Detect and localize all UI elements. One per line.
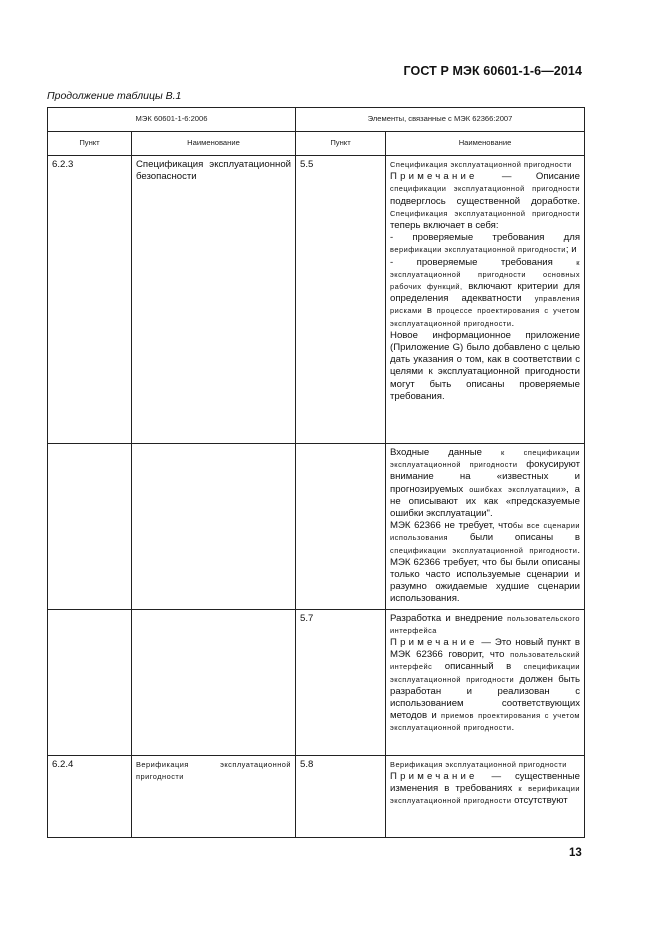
column-header-row	[48, 132, 585, 156]
clause-cell-2: 5.7	[296, 609, 386, 755]
name-text: Верификация эксплуатационной пригодности	[136, 759, 292, 781]
desc-text: », а не описывают их как «предсказуемые ошибки эксплуатации".	[390, 483, 581, 520]
desc-term: спецификации эксплуатационной пригодности	[390, 184, 581, 194]
group-header-right: Элементы, связанные с МЭК 62366:2007	[296, 108, 585, 132]
desc-text: подверглось существенной доработке.	[390, 195, 581, 207]
description-cell	[386, 755, 585, 837]
desc-term: управления рисками	[390, 294, 581, 316]
desc-term: бы все сценарии использования	[390, 521, 581, 543]
desc-term: приемов проектирования с учетом эксплуатационной пригодности	[390, 711, 581, 733]
name-cell	[132, 609, 296, 755]
col-header-name: Наименование	[132, 132, 296, 156]
desc-text: .	[511, 722, 515, 734]
note-label: Примечание	[390, 770, 478, 782]
clause-cell	[48, 609, 132, 755]
desc-text: — Описание	[477, 171, 581, 183]
clause-cell-2	[296, 444, 386, 610]
note-label: Примечание	[390, 171, 478, 183]
desc-text: должен быть разработан и реализован с использованием соответствующих методов и	[390, 673, 581, 722]
list-item: - проверяемые требования	[390, 256, 577, 268]
table-caption: Продолжение таблицы В.1	[47, 90, 182, 102]
desc-text: — существенные изменения в требованиях	[390, 770, 581, 795]
note-label: Примечание	[390, 637, 478, 649]
group-header-row	[48, 108, 585, 132]
comparison-table	[47, 107, 585, 838]
desc-term: спецификации эксплуатационной пригодности	[390, 662, 581, 684]
group-header-left: МЭК 60601-1-6:2006	[48, 108, 296, 132]
description-cell	[386, 156, 585, 444]
desc-text: . МЭК 62366 требует, что бы были описаны только часто используемые сценарии и разумно ожидаемые худшие сценарии использования.	[390, 544, 581, 605]
name-cell	[132, 755, 296, 837]
desc-text: .	[511, 317, 515, 329]
desc-text: МЭК 62366 не требует, что	[390, 520, 513, 532]
description-cell	[386, 444, 585, 610]
desc-text: фокусируют внимание на «известных и прогнозируемых	[390, 459, 581, 495]
name-text: Спецификация эксплуатационной безопасности	[136, 159, 292, 183]
col-header-clause: Пункт	[48, 132, 132, 156]
desc-term: пользовательский интерфейс	[390, 650, 581, 672]
table-row	[48, 444, 585, 610]
desc-text: были описаны в	[448, 532, 581, 544]
desc-title: Верификация эксплуатационной пригодности	[390, 759, 567, 769]
name-cell	[132, 156, 296, 444]
desc-text: Разработка и внедрение	[390, 612, 508, 624]
clause-cell: 6.2.4	[48, 755, 132, 837]
clause-cell	[48, 444, 132, 610]
desc-text: описанный в	[432, 661, 524, 673]
table-row	[48, 755, 585, 837]
desc-text: в	[422, 305, 437, 317]
desc-text: теперь включает в себя:	[390, 220, 499, 232]
desc-text: ; и	[565, 244, 577, 256]
name-cell	[132, 444, 296, 610]
desc-term: к эксплуатационной пригодности основных рабочих функций,	[390, 257, 581, 292]
desc-term: пользовательского интерфейса	[390, 613, 581, 635]
desc-term: спецификации эксплуатационной пригодности	[390, 545, 578, 555]
table-row	[48, 156, 585, 444]
description-cell	[386, 609, 585, 755]
list-item: - проверяемые требования для	[390, 232, 581, 244]
col-header-clause-2: Пункт	[296, 132, 386, 156]
desc-paragraph: Новое информационное приложение (Приложение G) было добавлено с целью дать указания о том, как в соответствии с целями к эксплуатационной пригодности могут быть описаны проверяемые требования.	[390, 329, 581, 402]
clause-cell-2: 5.8	[296, 755, 386, 837]
desc-term: Спецификация эксплуатационной пригодности	[390, 208, 581, 218]
col-header-name-2: Наименование	[386, 132, 585, 156]
desc-term: верификации эксплуатационной пригодности	[390, 245, 566, 255]
clause-cell: 6.2.3	[48, 156, 132, 444]
desc-text: включают критерии для определения адекватности	[390, 281, 581, 305]
desc-text: — Это новый пункт в МЭК 62366 говорит, что	[390, 637, 581, 661]
clause-cell-2: 5.5	[296, 156, 386, 444]
desc-term: к верификации эксплуатационной пригодности	[390, 784, 581, 806]
desc-title: Спецификация эксплуатационной пригодности	[390, 160, 572, 169]
desc-term: ошибках эксплуатации	[469, 484, 561, 494]
desc-text: Входные данные	[390, 447, 502, 458]
desc-text: отсутствуют	[511, 795, 568, 807]
desc-term: процессе проектирования с учетом эксплуатационной пригодности	[390, 306, 581, 328]
page-number: 13	[569, 847, 582, 859]
document-header: ГОСТ Р МЭК 60601-1-6—2014	[403, 64, 582, 78]
desc-term: к спецификации эксплуатационной пригодности	[390, 448, 581, 470]
table-row	[48, 609, 585, 755]
